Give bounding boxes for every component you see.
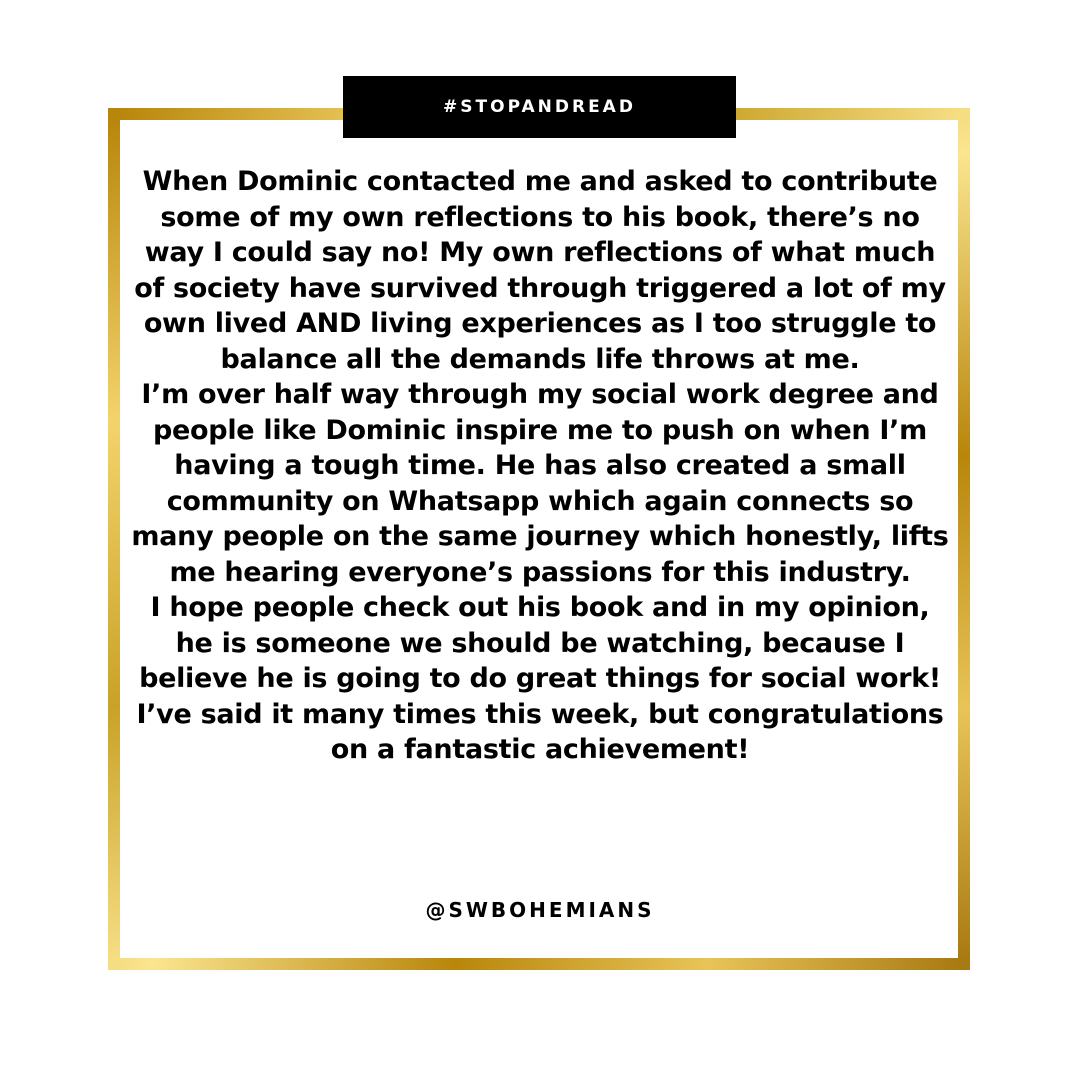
quote-paragraph-3: I hope people check out his book and in my opinion, he is someone we should be watching, because I believe he is going to do great things for social work! <box>139 592 941 694</box>
hashtag-label: #STOPANDREAD <box>443 97 636 117</box>
quote-paragraph-1: When Dominic contacted me and asked to contribute some of my own reflections to his book, there’s no way I could say no! My own reflections of what much of society have survived through triggered a lot of my own lived AND living experiences as I too struggle to balance all the demands life throws at me. <box>134 166 946 375</box>
author-handle: @SWBOHEMIANS <box>425 898 655 922</box>
quote-paragraph-4: I’ve said it many times this week, but congratulations on a fantastic achievement! <box>136 698 944 765</box>
quote-text <box>128 164 952 768</box>
quote-paragraph-2: I’m over half way through my social work degree and people like Dominic inspire me to push on when I’m having a tough time. He has also created a small community on Whatsapp which again connects so many people on the same journey which honestly, lifts me hearing everyone’s passions for this industry. <box>131 379 949 588</box>
hashtag-banner <box>343 76 736 138</box>
